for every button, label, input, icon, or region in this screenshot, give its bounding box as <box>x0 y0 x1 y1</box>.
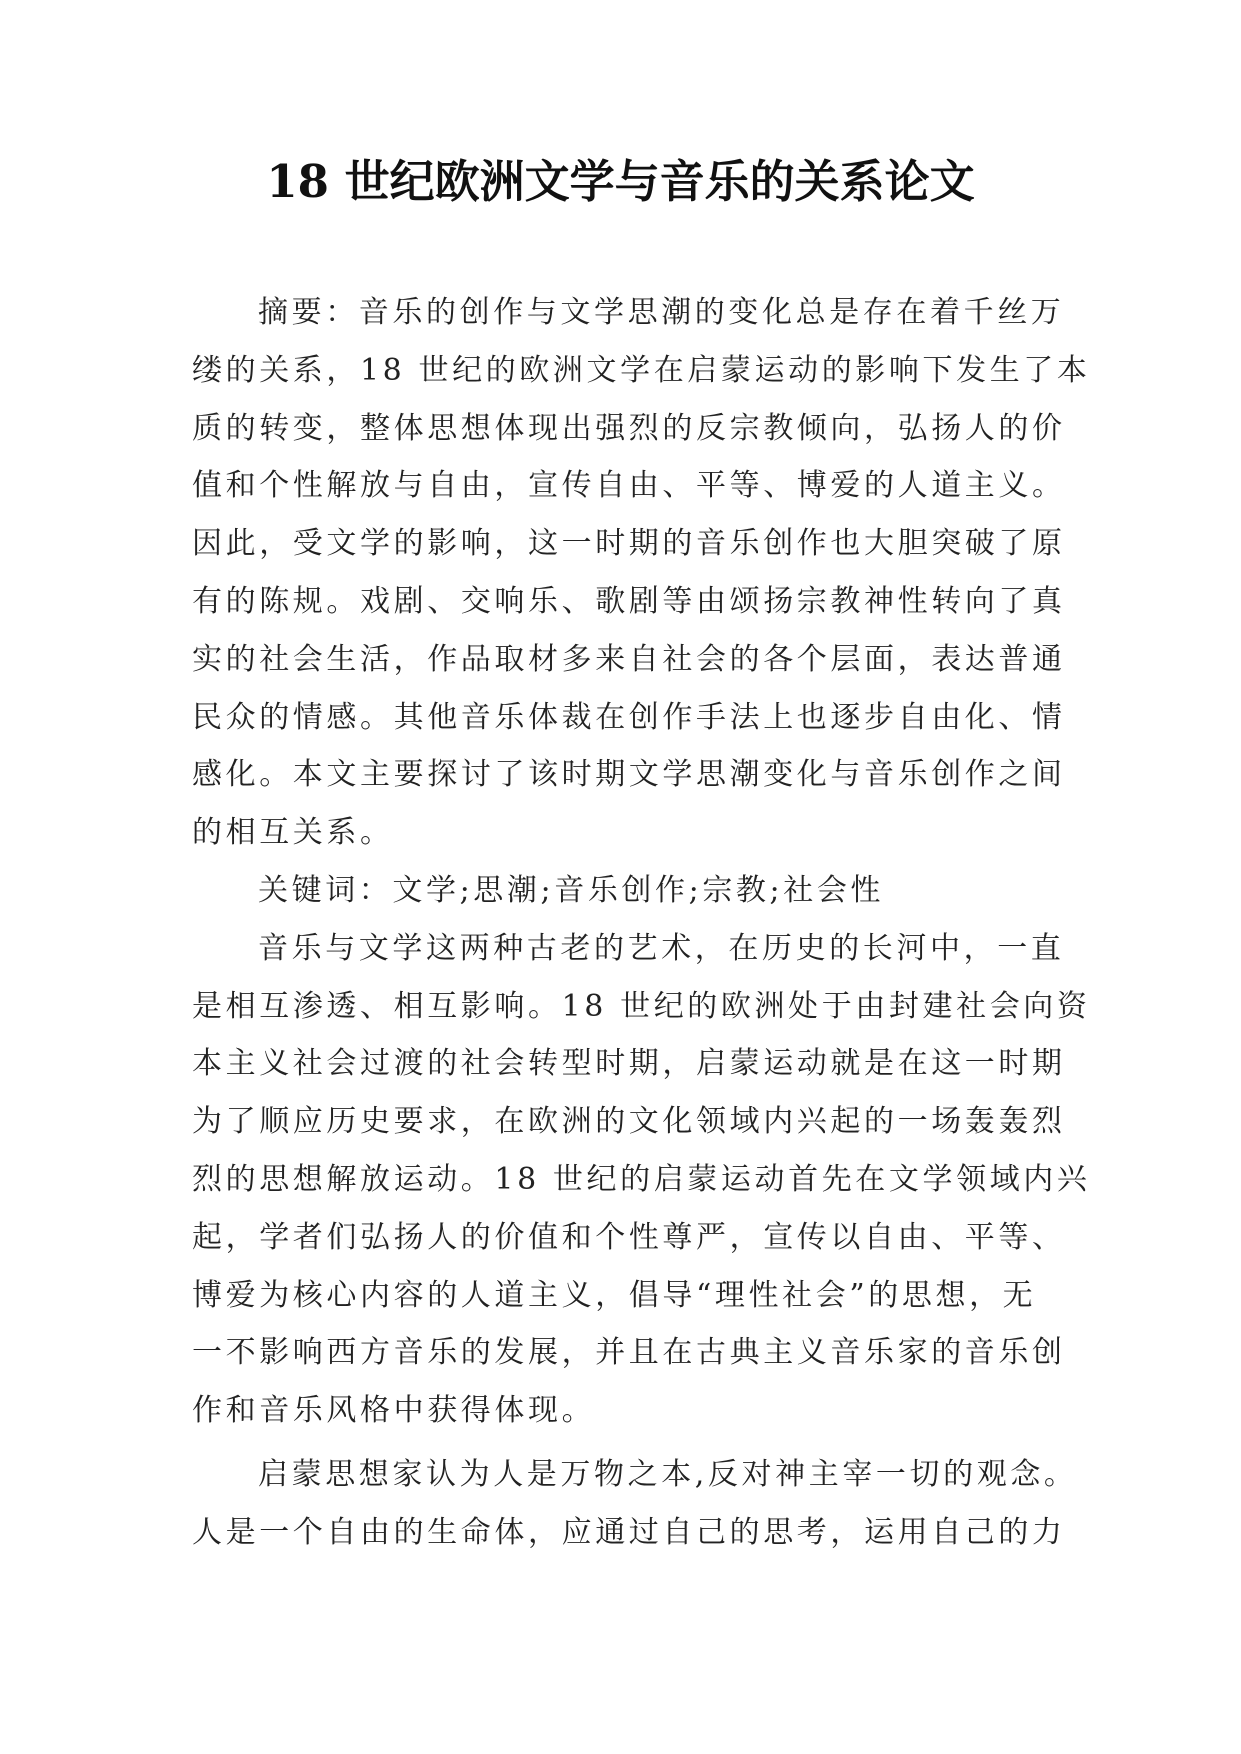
paragraph-line: 作和音乐风格中获得体现。 <box>192 1393 596 1429</box>
paragraph-line: 博爱为核心内容的人道主义，倡导“理性社会”的思想，无 <box>192 1277 1037 1313</box>
abstract-line: 实的社会生活，作品取材多来自社会的各个层面，表达普通 <box>192 641 1066 677</box>
paragraph-line: 启蒙思想家认为人是万物之本,反对神主宰一切的观念。 <box>258 1456 1078 1492</box>
paragraph-line: 本主义社会过渡的社会转型时期，启蒙运动就是在这一时期 <box>192 1046 1066 1082</box>
paragraph-line: 为了顺应历史要求，在欧洲的文化领域内兴起的一场轰轰烈 <box>192 1104 1066 1140</box>
abstract-line: 摘要：音乐的创作与文学思潮的变化总是存在着千丝万 <box>258 295 1065 330</box>
document-title: 18 世纪欧洲文学与音乐的关系论文 <box>266 155 975 208</box>
abstract-line: 值和个性解放与自由，宣传自由、平等、博爱的人道主义。 <box>192 468 1066 504</box>
keywords-line: 关键词：文学;思潮;音乐创作;宗教;社会性 <box>258 872 885 908</box>
abstract-line: 感化。本文主要探讨了该时期文学思潮变化与音乐创作之间 <box>192 757 1066 793</box>
abstract-line: 有的陈规。戏剧、交响乐、歌剧等由颂扬宗教神性转向了真 <box>192 583 1066 619</box>
abstract-line: 因此，受文学的影响，这一时期的音乐创作也大胆突破了原 <box>192 526 1066 562</box>
paragraph-line: 烈的思想解放运动。18 世纪的启蒙运动首先在文学领域内兴 <box>192 1161 1091 1197</box>
paragraph-1 <box>192 920 1091 1440</box>
paragraph-line: 人是一个自由的生命体，应通过自己的思考，运用自己的力 <box>192 1514 1066 1550</box>
paragraph-line: 音乐与文学这两种古老的艺术，在历史的长河中，一直 <box>258 930 1065 966</box>
abstract-line: 质的转变，整体思想体现出强烈的反宗教倾向，弘扬人的价 <box>192 410 1066 446</box>
abstract-line: 缕的关系，18 世纪的欧洲文学在启蒙运动的影响下发生了本 <box>192 352 1091 388</box>
paragraph-2 <box>192 1446 1078 1562</box>
abstract-line: 的相互关系。 <box>192 815 394 851</box>
abstract-section <box>192 284 1091 862</box>
document-body <box>192 284 1091 1562</box>
paragraph-line: 是相互渗透、相互影响。18 世纪的欧洲处于由封建社会向资 <box>192 988 1091 1024</box>
paragraph-line: 起，学者们弘扬人的价值和个性尊严，宣传以自由、平等、 <box>192 1219 1066 1255</box>
abstract-line: 民众的情感。其他音乐体裁在创作手法上也逐步自由化、情 <box>192 699 1066 735</box>
paragraph-line: 一不影响西方音乐的发展，并且在古典主义音乐家的音乐创 <box>192 1335 1066 1371</box>
